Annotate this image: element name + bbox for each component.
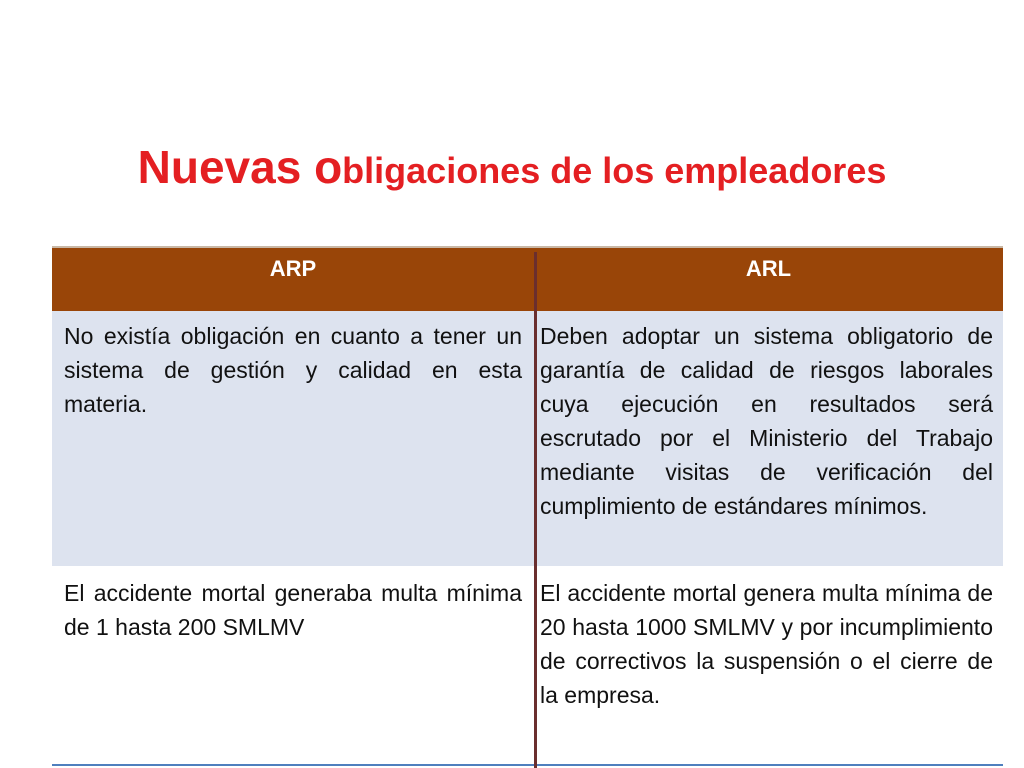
cell-arp-fatal-accident: El accidente mortal generaba multa mínima de 1 hasta 200 SMLMV bbox=[52, 567, 534, 765]
cell-arl-management-system: Deben adoptar un sistema obligatorio de garantía de calidad de riesgos laborales cuya ejecución en resultados será escrutado por el Ministerio del Trabajo mediante visitas de verificación del cumplimiento de estándares mínimos. bbox=[534, 311, 1003, 567]
header-arp: ARP bbox=[52, 247, 534, 311]
title-lead: Nuevas o bbox=[137, 141, 343, 193]
table-row bbox=[52, 567, 1003, 765]
column-divider-line bbox=[534, 252, 537, 768]
table-header-row bbox=[52, 247, 1003, 311]
table-row bbox=[52, 311, 1003, 567]
slide-title bbox=[0, 140, 1024, 199]
header-arl: ARL bbox=[534, 247, 1003, 311]
cell-arp-management-system: No existía obligación en cuanto a tener un sistema de gestión y calidad en esta materia. bbox=[52, 311, 534, 567]
comparison-table-container bbox=[52, 246, 1003, 768]
cell-arl-fatal-accident: El accidente mortal genera multa mínima de 20 hasta 1000 SMLMV y por incumplimiento de correctivos la suspensión o el cierre de la empresa. bbox=[534, 567, 1003, 765]
comparison-table bbox=[52, 246, 1003, 766]
title-rest: bligaciones de los empleadores bbox=[342, 150, 887, 191]
